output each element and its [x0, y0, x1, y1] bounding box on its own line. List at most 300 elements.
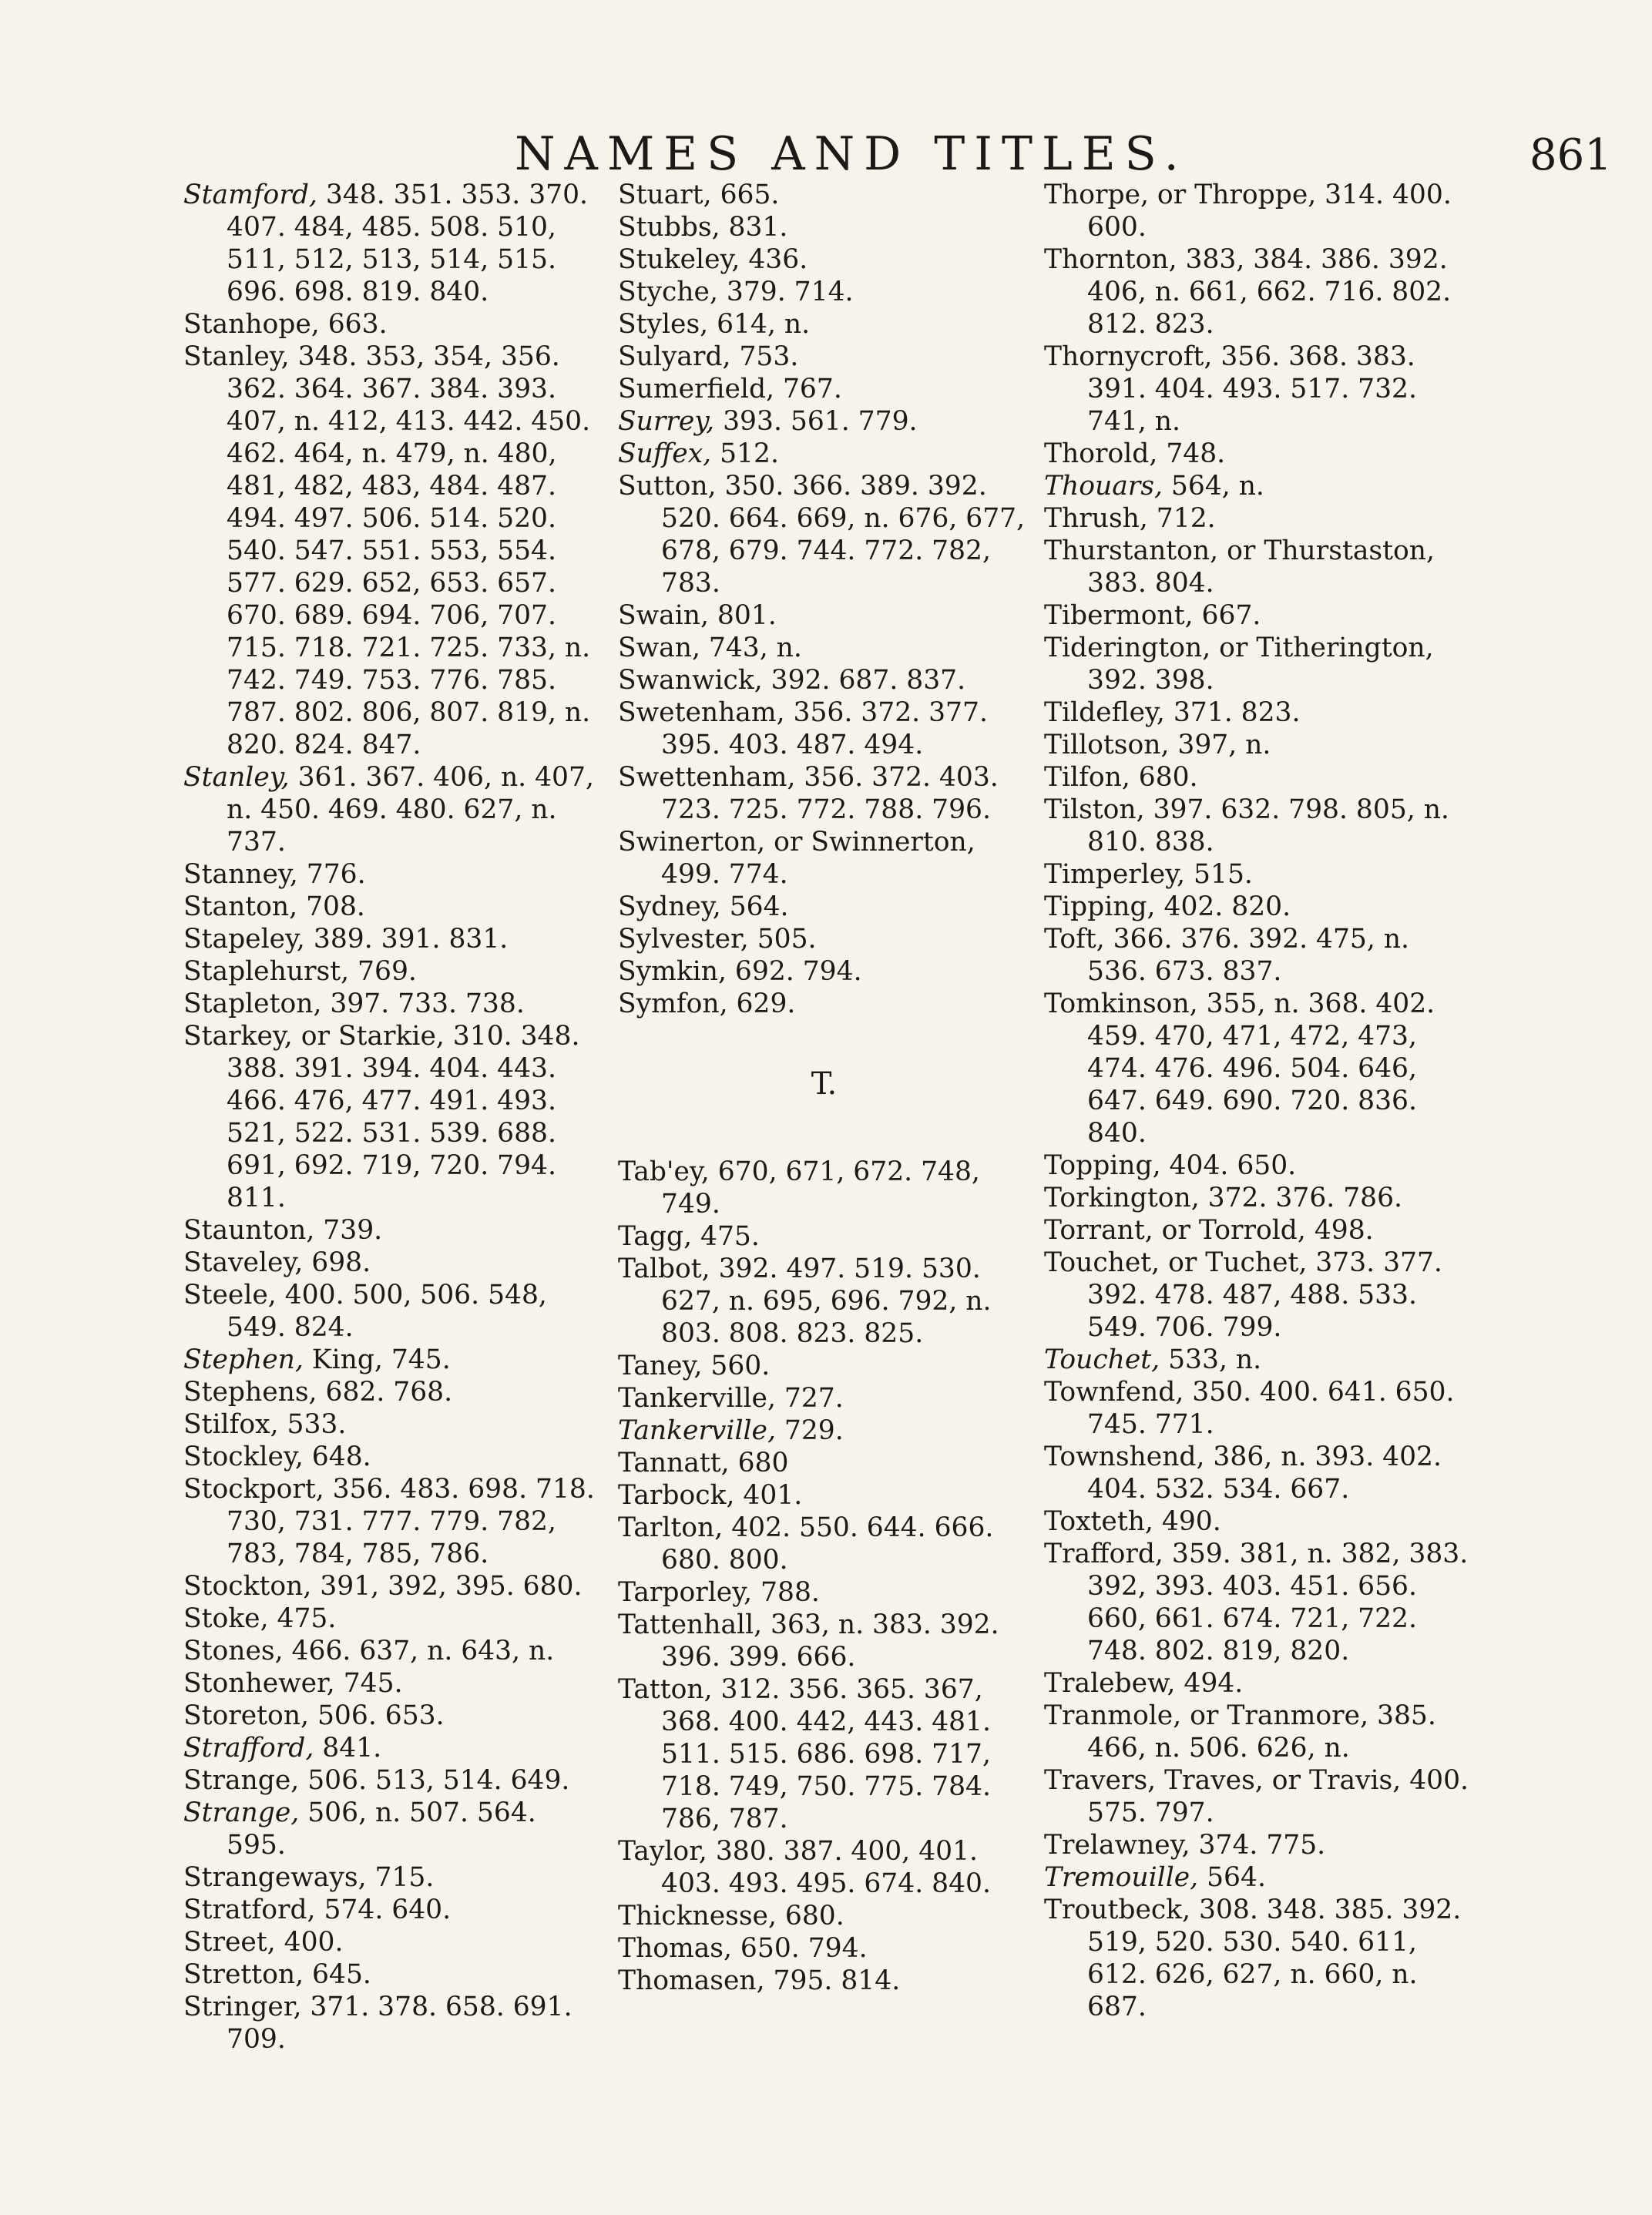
- index-entry: [183, 1667, 603, 1700]
- entry-page-refs: 385. 466, n. 506. 626, n.: [1087, 1700, 1436, 1764]
- entry-page-refs: 682. 768.: [317, 1377, 453, 1408]
- entry-page-refs: 400. 575. 797.: [1087, 1765, 1469, 1828]
- index-entry: [618, 1220, 1030, 1253]
- index-entry: [183, 1214, 603, 1247]
- entry-page-refs: 729.: [775, 1415, 844, 1446]
- entry-page-refs: 498.: [1305, 1215, 1374, 1246]
- entry-page-refs: 788.: [752, 1577, 820, 1608]
- entry-name: Sylvester,: [618, 924, 749, 955]
- index-entry: [183, 1344, 603, 1376]
- entry-page-refs: 475.: [692, 1221, 760, 1252]
- index-entry: [618, 1609, 1030, 1673]
- entry-page-refs: 436.: [740, 244, 808, 275]
- entry-page-refs: 564, n.: [1162, 471, 1264, 502]
- index-entry: [1044, 535, 1476, 599]
- entry-page-refs: 650. 794.: [731, 1933, 868, 1964]
- entry-page-refs: 512.: [711, 438, 779, 469]
- index-entry: [183, 761, 603, 858]
- index-entry: [183, 923, 603, 955]
- index-entry: [618, 276, 1030, 308]
- index-entry: [618, 1382, 1030, 1415]
- entry-name: Stringer,: [183, 1992, 302, 2022]
- entry-page-refs: 402. 550. 644. 666. 680. 800.: [661, 1512, 994, 1576]
- index-entry: [618, 1835, 1030, 1900]
- index-entry: [618, 179, 1030, 211]
- entry-name: Strafford,: [183, 1733, 314, 1764]
- entry-page-refs: 371. 378. 658. 691. 709.: [227, 1992, 572, 2055]
- entry-name: Stockton,: [183, 1571, 312, 1602]
- index-entry: [1044, 599, 1476, 632]
- entry-name: Swinerton, or Swinnerton,: [618, 827, 975, 857]
- entry-name: Swettenham,: [618, 762, 796, 793]
- entry-name: Toft,: [1044, 924, 1105, 955]
- entry-name: Stones,: [183, 1636, 284, 1666]
- entry-page-refs: 753.: [730, 341, 799, 372]
- index-entry: [183, 1020, 603, 1214]
- entry-page-refs: 739.: [314, 1215, 383, 1246]
- entry-name: Tab'ey,: [618, 1156, 710, 1187]
- entry-name: Thouars,: [1044, 471, 1163, 502]
- index-entry: [183, 1376, 603, 1408]
- index-entry: [618, 308, 1030, 341]
- entry-name: Topping,: [1044, 1150, 1161, 1181]
- entry-name: Thomas,: [618, 1933, 732, 1964]
- entry-page-refs: 574. 640.: [315, 1894, 452, 1925]
- index-entry: [183, 858, 603, 891]
- entry-page-refs: 383. 804.: [1087, 568, 1214, 599]
- entry-page-refs: 350. 400. 641. 650. 745. 771.: [1087, 1377, 1455, 1440]
- entry-name: Stanton,: [183, 891, 298, 922]
- entry-name: Thorold,: [1044, 438, 1158, 469]
- index-entry: [183, 179, 603, 308]
- index-entry: [1044, 1764, 1476, 1829]
- entry-name: Travers, Traves, or Travis,: [1044, 1765, 1402, 1796]
- index-entry: [1044, 438, 1476, 470]
- index-entry: [618, 1932, 1030, 1965]
- entry-name: Tankerville,: [618, 1415, 776, 1446]
- index-entry: [183, 955, 603, 988]
- index-entry: [183, 1861, 603, 1894]
- index-entry: [1044, 1829, 1476, 1861]
- entry-page-refs: 614, n.: [708, 309, 811, 340]
- index-entry: [183, 1635, 603, 1667]
- entry-name: Tarlton,: [618, 1512, 724, 1543]
- entry-page-refs: 564.: [1198, 1862, 1266, 1893]
- index-entry: [1044, 1247, 1476, 1344]
- index-entry: [618, 826, 1030, 891]
- index-entry: [618, 632, 1030, 664]
- index-entry: [618, 1673, 1030, 1835]
- index-entry: [1044, 858, 1476, 891]
- entry-page-refs: 533.: [278, 1409, 347, 1440]
- index-entry: [618, 1415, 1030, 1447]
- entry-page-refs: 692. 794.: [726, 956, 862, 987]
- entry-name: Stonhewer,: [183, 1668, 335, 1699]
- entry-name: Tremouille,: [1044, 1862, 1199, 1893]
- entry-page-refs: 371. 823.: [1164, 697, 1301, 728]
- entry-name: Tatton,: [618, 1674, 713, 1705]
- entry-name: Thrush,: [1044, 503, 1148, 534]
- entry-name: Tannatt,: [618, 1448, 730, 1478]
- index-entry: [1044, 1861, 1476, 1894]
- index-entry: [1044, 794, 1476, 858]
- entry-name: Strange,: [183, 1765, 300, 1796]
- entry-name: Torkington,: [1044, 1183, 1200, 1213]
- entry-name: Talbot,: [618, 1253, 710, 1284]
- entry-page-refs: 397. 733. 738.: [321, 988, 525, 1019]
- entry-page-refs: 698.: [303, 1247, 371, 1278]
- index-entry: [1044, 179, 1476, 243]
- index-entry: [618, 1350, 1030, 1382]
- entry-name: Storeton,: [183, 1700, 309, 1731]
- entry-name: Tiderington, or Titherington,: [1044, 633, 1434, 663]
- entry-name: Stockport,: [183, 1474, 324, 1505]
- index-entry: [183, 1797, 603, 1861]
- entry-page-refs: 400. 500, 506. 548, 549. 824.: [227, 1280, 547, 1343]
- entry-name: Styles,: [618, 309, 709, 340]
- entry-name: Toxteth,: [1044, 1506, 1153, 1537]
- entry-page-refs: 515.: [1185, 859, 1253, 890]
- entry-name: Thornton,: [1044, 244, 1177, 275]
- index-entry: [1044, 988, 1476, 1149]
- index-entry: [183, 1764, 603, 1797]
- entry-name: Stanley,: [183, 341, 290, 372]
- entry-page-refs: 355, n. 368. 402. 459. 470, 471, 472, 473, 474. 476. 496. 504. 646, 647. 649. 690. 720. 836. 840.: [1087, 988, 1435, 1149]
- entry-name: Symfon,: [618, 988, 728, 1019]
- entry-page-refs: 490.: [1153, 1506, 1221, 1537]
- entry-page-refs: 356. 372. 403. 723. 725. 772. 788. 796.: [661, 762, 999, 825]
- entry-page-refs: 308. 348. 385. 392. 519, 520. 530. 540. 611, 612. 626, 627, n. 660, n. 687.: [1087, 1894, 1462, 2022]
- entry-name: Styche,: [618, 277, 718, 307]
- entry-page-refs: 680.: [776, 1901, 844, 1931]
- entry-page-refs: 373. 377. 392. 478. 487, 488. 533. 549. 706. 799.: [1087, 1247, 1442, 1343]
- index-entry: [618, 341, 1030, 373]
- entry-name: Trafford,: [1044, 1539, 1163, 1569]
- entry-page-refs: 769.: [349, 956, 417, 987]
- entry-name: Swanwick,: [618, 665, 763, 696]
- entry-name: Tagg,: [618, 1221, 693, 1252]
- entry-page-refs: 356. 483. 698. 718. 730, 731. 777. 779. 782, 783, 784, 785, 786.: [227, 1474, 595, 1569]
- index-entry: [1044, 1667, 1476, 1700]
- entry-name: Tarbock,: [618, 1480, 735, 1511]
- index-entry: [1044, 923, 1476, 988]
- entry-name: Tarporley,: [618, 1577, 753, 1608]
- entry-page-refs: 359. 381, n. 382, 383. 392, 393. 403. 451. 656. 660, 661. 674. 721, 722. 748. 802. 819, 820.: [1087, 1539, 1469, 1666]
- entry-name: Timperley,: [1044, 859, 1186, 890]
- entry-name: Stubbs,: [618, 212, 720, 243]
- entry-page-refs: 680: [729, 1448, 789, 1478]
- entry-name: Stratford,: [183, 1894, 316, 1925]
- entry-name: Trelawney,: [1044, 1830, 1190, 1861]
- entry-page-refs: 314. 400. 600.: [1087, 180, 1452, 243]
- entry-page-refs: 831.: [720, 212, 788, 243]
- entry-page-refs: 667.: [1193, 600, 1261, 631]
- index-entry: [1044, 761, 1476, 794]
- entry-page-refs: 506, n. 507. 564. 595.: [227, 1797, 536, 1861]
- entry-page-refs: 380. 387. 400, 401. 403. 493. 495. 674. 840.: [661, 1836, 991, 1899]
- index-entry: [618, 1156, 1030, 1220]
- index-entry: [618, 664, 1030, 696]
- entry-page-refs: 391, 392, 395. 680.: [311, 1571, 583, 1602]
- entry-name: Swan,: [618, 633, 700, 663]
- section-letter: T.: [811, 1066, 838, 1102]
- index-entry: [183, 1958, 603, 1991]
- entry-page-refs: 392. 398.: [1087, 665, 1214, 696]
- entry-name: Strangeways,: [183, 1862, 367, 1893]
- entry-page-refs: 393. 561. 779.: [714, 406, 918, 437]
- entry-name: Stoke,: [183, 1603, 269, 1634]
- entry-name: Suffex,: [618, 438, 712, 469]
- entry-page-refs: 745.: [334, 1668, 403, 1699]
- entry-page-refs: 466. 637, n. 643, n.: [283, 1636, 555, 1666]
- index-column-2: [618, 179, 1030, 1997]
- index-entry: [1044, 470, 1476, 502]
- entry-name: Townshend,: [1044, 1441, 1205, 1472]
- entry-name: Tilfon,: [1044, 762, 1130, 793]
- index-entry: [618, 243, 1030, 276]
- entry-page-refs: 665.: [711, 180, 780, 210]
- entry-name: Thicknesse,: [618, 1901, 777, 1931]
- entry-page-refs: 727.: [775, 1383, 844, 1414]
- entry-page-refs: 312. 356. 365. 367, 368. 400. 442, 443. 481. 511. 515. 686. 698. 717, 718. 749, 750. 775. 784. 786, 787.: [661, 1674, 991, 1834]
- index-entry: [618, 599, 1030, 632]
- index-entry: [183, 1603, 603, 1635]
- entry-name: Tipping,: [1044, 891, 1156, 922]
- index-column-1: [183, 179, 603, 2056]
- entry-page-refs: 366. 376. 392. 475, n. 536. 673. 837.: [1087, 924, 1409, 987]
- index-entry: [618, 211, 1030, 243]
- entry-page-refs: 404. 650.: [1160, 1150, 1297, 1181]
- entry-page-refs: 356. 368. 383. 391. 404. 493. 517. 732. 741, n.: [1087, 341, 1417, 437]
- entry-name: Stamford,: [183, 180, 317, 210]
- entry-name: Touchet, or Tuchet,: [1044, 1247, 1308, 1278]
- entry-page-refs: 389. 391. 831.: [304, 924, 509, 955]
- entry-name: Sutton,: [618, 471, 717, 502]
- index-entry: [183, 1894, 603, 1926]
- index-entry: [183, 891, 603, 923]
- entry-page-refs: 372. 376. 786.: [1199, 1183, 1403, 1213]
- index-entry: [183, 1700, 603, 1732]
- entry-page-refs: 361. 367. 406, n. 407, n. 450. 469. 480. 627, n. 737.: [227, 762, 594, 857]
- index-entry: [1044, 729, 1476, 761]
- entry-name: Tibermont,: [1044, 600, 1194, 631]
- page-number: 861: [1529, 130, 1612, 180]
- index-entry: [1044, 1538, 1476, 1667]
- entry-page-refs: 350. 366. 389. 392. 520. 664. 669, n. 676, 677, 678, 679. 744. 772. 782, 783.: [661, 471, 1026, 599]
- index-entry: [1044, 243, 1476, 341]
- index-entry: [618, 1576, 1030, 1609]
- entry-name: Taylor,: [618, 1836, 707, 1867]
- entry-page-refs: 374. 775.: [1190, 1830, 1326, 1861]
- entry-page-refs: 801.: [708, 600, 777, 631]
- index-entry: [618, 955, 1030, 988]
- index-entry: [183, 1441, 603, 1473]
- entry-page-refs: 348. 351. 353. 370. 407. 484, 485. 508. 510, 511, 512, 513, 514, 515. 696. 698. 819. 840.: [227, 180, 589, 307]
- index-entry: [183, 1279, 603, 1344]
- entry-name: Stanhope,: [183, 309, 320, 340]
- entry-page-refs: 680.: [1130, 762, 1198, 793]
- index-entry: [1044, 502, 1476, 535]
- entry-page-refs: 392. 687. 837.: [762, 665, 966, 696]
- index-entry: [183, 1473, 603, 1570]
- entry-name: Stuart,: [618, 180, 712, 210]
- entry-page-refs: 494.: [1175, 1668, 1244, 1699]
- entry-page-refs: 499. 774.: [661, 859, 788, 890]
- entry-page-refs: 743, n.: [700, 633, 802, 663]
- entry-page-refs: 795. 814.: [764, 1965, 901, 1996]
- index-entry: [183, 1732, 603, 1764]
- index-entry: [1044, 1505, 1476, 1538]
- entry-name: Stukeley,: [618, 244, 740, 275]
- index-column-3: [1044, 179, 1476, 2023]
- index-entry: [618, 373, 1030, 405]
- entry-page-refs: 397, n.: [1169, 730, 1271, 760]
- index-entry: [183, 988, 603, 1020]
- index-entry: [183, 1570, 603, 1603]
- entry-name: Tranmole, or Tranmore,: [1044, 1700, 1369, 1731]
- index-entry: [1044, 696, 1476, 729]
- index-entry: [618, 696, 1030, 761]
- index-entry: [1044, 1182, 1476, 1214]
- entry-name: Stretton,: [183, 1959, 304, 1990]
- entry-name: Sumerfield,: [618, 374, 774, 404]
- index-entry: [618, 988, 1030, 1020]
- entry-page-refs: 400.: [275, 1927, 344, 1958]
- index-entry: [618, 891, 1030, 923]
- entry-page-refs: 505.: [748, 924, 817, 955]
- entry-page-refs: 356. 372. 377. 395. 403. 487. 494.: [661, 697, 988, 760]
- entry-name: Starkey, or Starkie,: [183, 1021, 445, 1052]
- entry-page-refs: 363, n. 383. 392. 396. 399. 666.: [661, 1609, 999, 1673]
- index-entry: [618, 438, 1030, 470]
- entry-name: Steele,: [183, 1280, 277, 1311]
- entry-name: Thornycroft,: [1044, 341, 1213, 372]
- entry-name: Stanley,: [183, 762, 290, 793]
- entry-page-refs: 712.: [1147, 503, 1216, 534]
- index-entry: [183, 341, 603, 761]
- entry-name: Touchet,: [1044, 1344, 1160, 1375]
- entry-page-refs: King, 745.: [303, 1344, 451, 1375]
- entry-name: Tankerville,: [618, 1383, 776, 1414]
- entry-page-refs: 386, n. 393. 402. 404. 532. 534. 667.: [1087, 1441, 1442, 1505]
- entry-name: Torrant, or Torrold,: [1044, 1215, 1306, 1246]
- entry-page-refs: 348. 353, 354, 356. 362. 364. 367. 384. 393. 407, n. 412, 413. 442. 450. 462. 464, n. 479, n. 480, 481, 482, 483, 484. 487. 494. 497. 506. 514. 520. 540. 547. 551. 553, 554. 577. 629. 652, 653. 657. 670. 689. 694. 706, 707. 715. 718. 721. 725. 733, n. 742. 749. 753. 776. 785. 787. 802. 806, 807. 819, n. 820. 824. 847.: [227, 341, 591, 760]
- entry-page-refs: 776.: [297, 859, 366, 890]
- index-entry: [183, 308, 603, 341]
- entry-name: Stapleton,: [183, 988, 322, 1019]
- index-entry: [618, 1447, 1030, 1479]
- index-entry: [618, 470, 1030, 599]
- entry-page-refs: 670, 671, 672. 748, 749.: [661, 1156, 980, 1220]
- entry-page-refs: 560.: [702, 1351, 771, 1381]
- entry-name: Sulyard,: [618, 341, 731, 372]
- entry-name: Surrey,: [618, 406, 715, 437]
- entry-name: Stephens,: [183, 1377, 317, 1408]
- index-entry: [1044, 341, 1476, 438]
- entry-page-refs: 379. 714.: [717, 277, 854, 307]
- entry-page-refs: 648.: [303, 1441, 371, 1472]
- entry-page-refs: 310. 348. 388. 391. 394. 404. 443. 466. 476, 477. 491. 493. 521, 522. 531. 539. 688. 691, 692. 719, 720. 794. 811.: [227, 1021, 580, 1213]
- index-entry: [618, 761, 1030, 826]
- entry-name: Staplehurst,: [183, 956, 350, 987]
- index-entry: [183, 1408, 603, 1441]
- entry-name: Stephen,: [183, 1344, 304, 1375]
- entry-page-refs: 748.: [1157, 438, 1226, 469]
- entry-name: Townfend,: [1044, 1377, 1184, 1408]
- entry-page-refs: 506. 513, 514. 649.: [299, 1765, 570, 1796]
- entry-page-refs: 392. 497. 519. 530. 627, n. 695, 696. 792, n. 803. 808. 823. 825.: [661, 1253, 992, 1349]
- index-entry: [618, 1479, 1030, 1512]
- index-entry: [183, 1247, 603, 1279]
- index-entry: [1044, 1441, 1476, 1505]
- entry-name: Thomasen,: [618, 1965, 765, 1996]
- index-entry: [618, 923, 1030, 955]
- index-entry: [1044, 1149, 1476, 1182]
- index-entry: [183, 1926, 603, 1958]
- entry-page-refs: 533, n.: [1160, 1344, 1262, 1375]
- entry-page-refs: 715.: [366, 1862, 435, 1893]
- index-entry: [1044, 891, 1476, 923]
- entry-name: Strange,: [183, 1797, 300, 1828]
- entry-name: Sydney,: [618, 891, 721, 922]
- entry-page-refs: 564.: [720, 891, 789, 922]
- entry-name: Taney,: [618, 1351, 703, 1381]
- running-title: NAMES AND TITLES.: [515, 127, 1188, 181]
- entry-page-refs: 506. 653.: [309, 1700, 445, 1731]
- entry-page-refs: 383, 384. 386. 392. 406, n. 661, 662. 716. 802. 812. 823.: [1087, 244, 1452, 340]
- entry-page-refs: 402. 820.: [1155, 891, 1291, 922]
- index-entry: [183, 1991, 603, 2056]
- entry-name: Tildefley,: [1044, 697, 1165, 728]
- index-entry: [1044, 1344, 1476, 1376]
- entry-page-refs: 629.: [727, 988, 796, 1019]
- entry-name: Staveley,: [183, 1247, 304, 1278]
- entry-name: Stanney,: [183, 859, 298, 890]
- entry-name: Thurstanton, or Thurstaston,: [1044, 535, 1435, 566]
- page-header: [0, 127, 1652, 181]
- entry-page-refs: 397. 632. 798. 805, n. 810. 838.: [1087, 794, 1449, 857]
- index-entry: [618, 1900, 1030, 1932]
- index-entry: [1044, 632, 1476, 696]
- index-entry: [618, 1253, 1030, 1350]
- entry-page-refs: 401.: [734, 1480, 803, 1511]
- entry-page-refs: 767.: [774, 374, 842, 404]
- entry-name: Staunton,: [183, 1215, 315, 1246]
- entry-page-refs: 645.: [304, 1959, 371, 1990]
- entry-name: Tillotson,: [1044, 730, 1170, 760]
- entry-name: Swain,: [618, 600, 709, 631]
- index-entry: [618, 1512, 1030, 1576]
- entry-name: Symkin,: [618, 956, 727, 987]
- index-entry: [618, 405, 1030, 438]
- entry-name: Swetenham,: [618, 697, 785, 728]
- entry-name: Tattenhall,: [618, 1609, 763, 1640]
- index-entry: [1044, 1700, 1476, 1764]
- entry-name: Tralebew,: [1044, 1668, 1176, 1699]
- entry-name: Stockley,: [183, 1441, 304, 1472]
- entry-page-refs: 663.: [319, 309, 388, 340]
- entry-name: Thorpe, or Throppe,: [1044, 180, 1317, 210]
- entry-name: Stilfox,: [183, 1409, 279, 1440]
- entry-name: Tilston,: [1044, 794, 1145, 825]
- entry-name: Stapeley,: [183, 924, 305, 955]
- entry-page-refs: 708.: [297, 891, 365, 922]
- entry-name: Street,: [183, 1927, 276, 1958]
- entry-name: Troutbeck,: [1044, 1894, 1191, 1925]
- entry-name: Tomkinson,: [1044, 988, 1198, 1019]
- entry-page-refs: 475.: [268, 1603, 337, 1634]
- entry-page-refs: 841.: [314, 1733, 382, 1764]
